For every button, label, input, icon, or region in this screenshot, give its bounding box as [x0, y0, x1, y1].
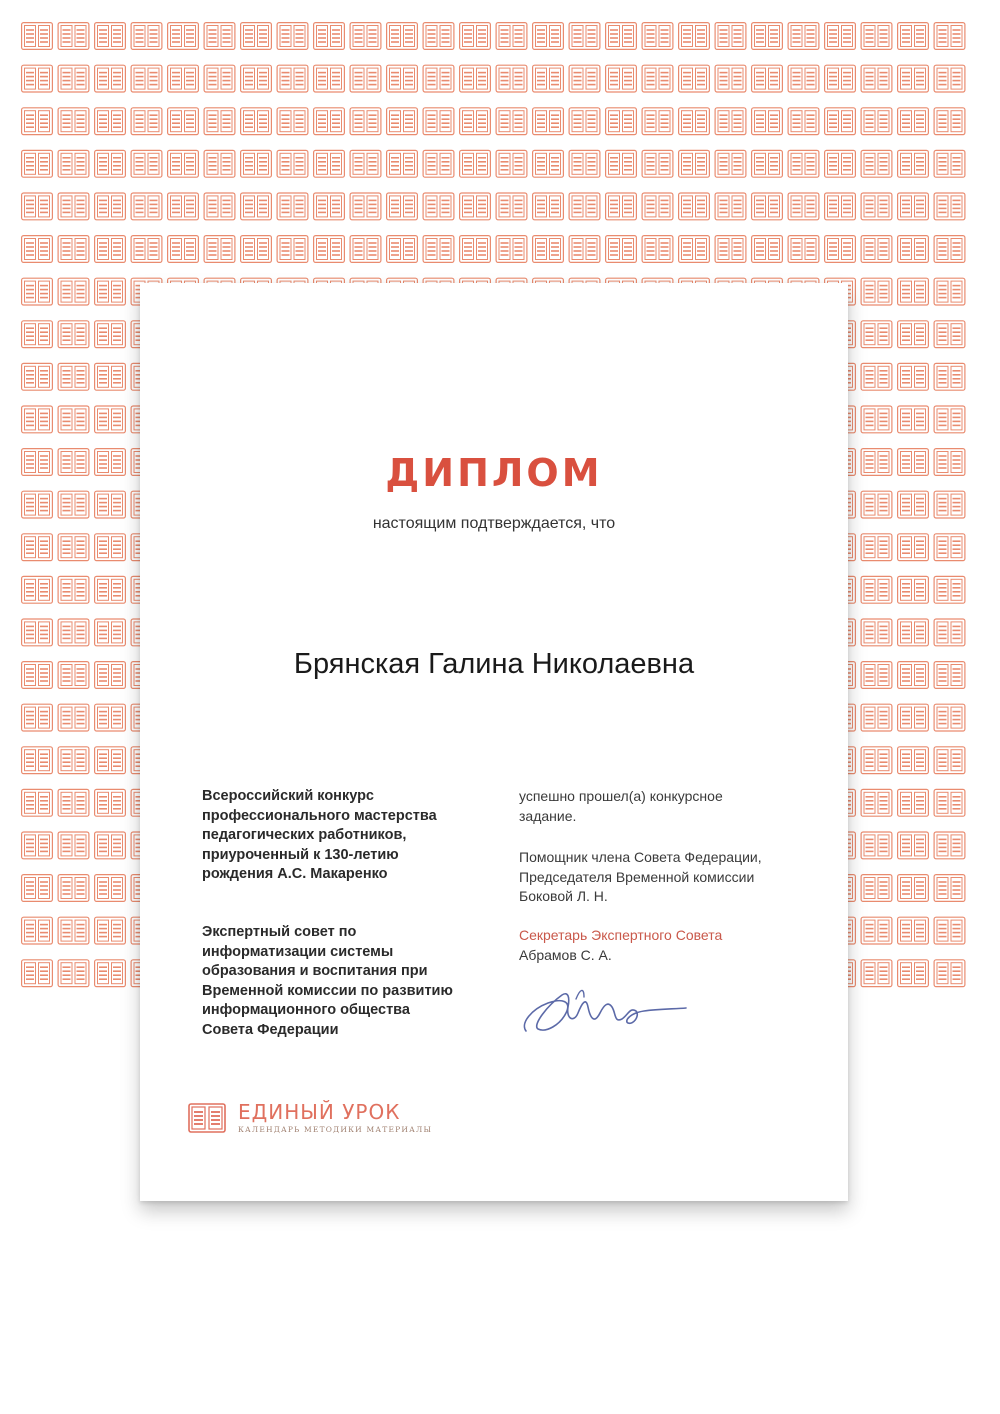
pattern-book-icon: [277, 108, 308, 135]
pattern-book-icon: [95, 236, 126, 263]
pattern-book-icon: [423, 108, 454, 135]
signatory-position: Помощник члена Совета Федерации, Председателя Временной комиссии Боковой Л. Н.: [519, 849, 762, 904]
edinyi-urok-logo: [188, 1098, 448, 1138]
pattern-book-icon: [350, 236, 381, 263]
pattern-book-icon: [58, 704, 89, 731]
pattern-book-icon: [934, 747, 965, 774]
pattern-book-icon: [898, 23, 929, 50]
pattern-book-icon: [934, 789, 965, 816]
pattern-book-icon: [387, 23, 418, 50]
pattern-book-icon: [934, 875, 965, 902]
pattern-book-icon: [496, 108, 527, 135]
pattern-book-icon: [606, 193, 637, 220]
pattern-book-icon: [95, 363, 126, 390]
pattern-book-icon: [58, 832, 89, 859]
pattern-book-icon: [314, 23, 345, 50]
pattern-book-icon: [95, 619, 126, 646]
pattern-book-icon: [168, 23, 199, 50]
pattern-book-icon: [277, 23, 308, 50]
pattern-book-icon: [58, 406, 89, 433]
pattern-book-icon: [423, 23, 454, 50]
pattern-book-icon: [241, 150, 272, 177]
pattern-book-icon: [861, 747, 892, 774]
pattern-book-icon: [58, 449, 89, 476]
pattern-book-icon: [22, 534, 53, 561]
pattern-book-icon: [350, 108, 381, 135]
pattern-book-icon: [715, 65, 746, 92]
pattern-book-icon: [934, 321, 965, 348]
pattern-book-icon: [58, 236, 89, 263]
pattern-book-icon: [95, 321, 126, 348]
pattern-book-icon: [22, 747, 53, 774]
pattern-book-icon: [934, 662, 965, 689]
pattern-book-icon: [861, 321, 892, 348]
pattern-book-icon: [95, 534, 126, 561]
pattern-book-icon: [934, 236, 965, 263]
pattern-book-icon: [533, 23, 564, 50]
pattern-book-icon: [496, 65, 527, 92]
pattern-book-icon: [788, 150, 819, 177]
pattern-book-icon: [95, 917, 126, 944]
pattern-book-icon: [95, 108, 126, 135]
pattern-book-icon: [788, 193, 819, 220]
pattern-book-icon: [606, 65, 637, 92]
pattern-book-icon: [642, 23, 673, 50]
pattern-book-icon: [934, 832, 965, 859]
pattern-book-icon: [533, 193, 564, 220]
pattern-book-icon: [277, 236, 308, 263]
pattern-book-icon: [679, 236, 710, 263]
pattern-book-icon: [752, 193, 783, 220]
pattern-book-icon: [387, 193, 418, 220]
pattern-book-icon: [22, 23, 53, 50]
pattern-book-icon: [241, 23, 272, 50]
pattern-book-icon: [22, 278, 53, 305]
pattern-book-icon: [387, 65, 418, 92]
pattern-book-icon: [314, 236, 345, 263]
pattern-book-icon: [825, 23, 856, 50]
pattern-book-icon: [350, 193, 381, 220]
pattern-book-icon: [95, 23, 126, 50]
pattern-book-icon: [642, 108, 673, 135]
pattern-book-icon: [131, 65, 162, 92]
pattern-book-icon: [861, 150, 892, 177]
pattern-book-icon: [22, 917, 53, 944]
pattern-book-icon: [606, 108, 637, 135]
pattern-book-icon: [934, 278, 965, 305]
pattern-book-icon: [350, 23, 381, 50]
pattern-book-icon: [861, 576, 892, 603]
pattern-book-icon: [752, 150, 783, 177]
pattern-book-icon: [95, 449, 126, 476]
pattern-book-icon: [569, 23, 600, 50]
pattern-book-icon: [825, 65, 856, 92]
pattern-book-icon: [934, 534, 965, 561]
pattern-book-icon: [22, 960, 53, 987]
pattern-book-icon: [898, 832, 929, 859]
pattern-book-icon: [934, 449, 965, 476]
pattern-book-icon: [58, 917, 89, 944]
pattern-book-icon: [22, 832, 53, 859]
pattern-book-icon: [825, 150, 856, 177]
pattern-book-icon: [496, 150, 527, 177]
pattern-book-icon: [22, 406, 53, 433]
pattern-book-icon: [934, 406, 965, 433]
pattern-book-icon: [861, 704, 892, 731]
pattern-book-icon: [58, 619, 89, 646]
pattern-book-icon: [95, 832, 126, 859]
pattern-book-icon: [204, 193, 235, 220]
pattern-book-icon: [423, 150, 454, 177]
pattern-book-icon: [22, 321, 53, 348]
pattern-book-icon: [898, 619, 929, 646]
pattern-book-icon: [22, 193, 53, 220]
pattern-book-icon: [241, 65, 272, 92]
pattern-book-icon: [22, 576, 53, 603]
pattern-book-icon: [679, 23, 710, 50]
pattern-book-icon: [58, 747, 89, 774]
pattern-book-icon: [277, 193, 308, 220]
pattern-book-icon: [58, 321, 89, 348]
pattern-book-icon: [95, 193, 126, 220]
pattern-book-icon: [95, 960, 126, 987]
pattern-book-icon: [606, 150, 637, 177]
pattern-book-icon: [898, 449, 929, 476]
pattern-book-icon: [314, 193, 345, 220]
pattern-book-icon: [533, 65, 564, 92]
pattern-book-icon: [95, 875, 126, 902]
pattern-book-icon: [642, 193, 673, 220]
pattern-book-icon: [861, 23, 892, 50]
pattern-book-icon: [58, 65, 89, 92]
pattern-book-icon: [350, 150, 381, 177]
pattern-book-icon: [569, 108, 600, 135]
pattern-book-icon: [861, 789, 892, 816]
certificate-title: ДИПЛОМ: [385, 451, 603, 495]
pattern-book-icon: [861, 960, 892, 987]
pattern-book-icon: [58, 960, 89, 987]
pattern-book-icon: [131, 236, 162, 263]
pattern-book-icon: [934, 108, 965, 135]
pattern-book-icon: [131, 108, 162, 135]
pattern-book-icon: [58, 363, 89, 390]
pattern-book-icon: [423, 65, 454, 92]
pattern-book-icon: [715, 236, 746, 263]
pattern-book-icon: [898, 917, 929, 944]
pattern-book-icon: [22, 449, 53, 476]
pattern-book-icon: [533, 150, 564, 177]
pattern-book-icon: [752, 23, 783, 50]
pattern-book-icon: [204, 236, 235, 263]
pattern-book-icon: [277, 150, 308, 177]
pattern-book-icon: [204, 65, 235, 92]
pattern-book-icon: [22, 236, 53, 263]
pattern-book-icon: [350, 65, 381, 92]
pattern-book-icon: [752, 65, 783, 92]
pattern-book-icon: [496, 23, 527, 50]
pattern-book-icon: [898, 960, 929, 987]
pattern-book-icon: [95, 576, 126, 603]
pattern-book-icon: [95, 278, 126, 305]
pattern-book-icon: [569, 193, 600, 220]
secretary-block: Секретарь Экспертного Совета Абрамов С. А.: [519, 927, 723, 963]
pattern-book-icon: [496, 236, 527, 263]
pattern-book-icon: [204, 23, 235, 50]
pattern-book-icon: [898, 321, 929, 348]
pattern-book-icon: [898, 406, 929, 433]
pattern-book-icon: [898, 108, 929, 135]
pattern-book-icon: [861, 108, 892, 135]
pattern-book-icon: [898, 278, 929, 305]
pattern-book-icon: [861, 534, 892, 561]
pattern-book-icon: [277, 65, 308, 92]
pattern-book-icon: [569, 65, 600, 92]
pattern-book-icon: [861, 406, 892, 433]
pattern-book-icon: [934, 65, 965, 92]
pattern-book-icon: [95, 491, 126, 518]
pattern-book-icon: [533, 108, 564, 135]
pattern-book-icon: [22, 65, 53, 92]
pattern-book-icon: [861, 832, 892, 859]
pattern-book-icon: [131, 150, 162, 177]
pattern-book-icon: [22, 108, 53, 135]
pattern-book-icon: [95, 747, 126, 774]
pattern-book-icon: [752, 108, 783, 135]
pattern-book-icon: [861, 363, 892, 390]
pattern-book-icon: [423, 193, 454, 220]
pattern-book-icon: [168, 150, 199, 177]
pattern-book-icon: [934, 960, 965, 987]
pattern-book-icon: [934, 576, 965, 603]
pattern-book-icon: [460, 65, 491, 92]
handwritten-signature-icon: [518, 983, 693, 1045]
pattern-book-icon: [131, 23, 162, 50]
pattern-book-icon: [825, 108, 856, 135]
pattern-book-icon: [898, 704, 929, 731]
pattern-book-icon: [22, 363, 53, 390]
pattern-book-icon: [241, 108, 272, 135]
pattern-book-icon: [22, 619, 53, 646]
pattern-book-icon: [898, 875, 929, 902]
pattern-book-icon: [58, 662, 89, 689]
pattern-book-icon: [241, 193, 272, 220]
pattern-book-icon: [861, 491, 892, 518]
pattern-book-icon: [861, 278, 892, 305]
pattern-book-icon: [22, 491, 53, 518]
pattern-book-icon: [22, 150, 53, 177]
pattern-book-icon: [788, 23, 819, 50]
pattern-book-icon: [569, 236, 600, 263]
pattern-book-icon: [679, 150, 710, 177]
pattern-book-icon: [22, 789, 53, 816]
pattern-book-icon: [788, 236, 819, 263]
organizer-description: Экспертный совет по информатизации системы образования и воспитания при Временной комиссии по развитию информационного общества Совета Федерации: [202, 924, 453, 1038]
pattern-book-icon: [423, 236, 454, 263]
pattern-book-icon: [861, 619, 892, 646]
pattern-book-icon: [22, 875, 53, 902]
pattern-book-icon: [569, 150, 600, 177]
pattern-book-icon: [58, 491, 89, 518]
pattern-book-icon: [898, 576, 929, 603]
pattern-book-icon: [861, 449, 892, 476]
pattern-book-icon: [715, 23, 746, 50]
pattern-book-icon: [898, 236, 929, 263]
pattern-book-icon: [898, 789, 929, 816]
pattern-book-icon: [460, 150, 491, 177]
pattern-book-icon: [387, 150, 418, 177]
pattern-book-icon: [861, 193, 892, 220]
pattern-book-icon: [934, 491, 965, 518]
pattern-book-icon: [861, 875, 892, 902]
pattern-book-icon: [95, 406, 126, 433]
pattern-book-icon: [22, 662, 53, 689]
contest-description: Всероссийский конкурс профессионального мастерства педагогических работников, приуроченный к 130-летию рождения А.С. Макаренко: [202, 788, 437, 882]
pattern-book-icon: [898, 363, 929, 390]
pattern-book-icon: [825, 236, 856, 263]
pattern-book-icon: [58, 150, 89, 177]
pattern-book-icon: [95, 789, 126, 816]
pattern-book-icon: [642, 65, 673, 92]
pattern-book-icon: [679, 193, 710, 220]
pattern-book-icon: [715, 193, 746, 220]
pattern-book-icon: [168, 108, 199, 135]
pattern-book-icon: [95, 704, 126, 731]
pattern-book-icon: [58, 875, 89, 902]
pattern-book-icon: [460, 23, 491, 50]
pattern-book-icon: [168, 193, 199, 220]
pattern-book-icon: [58, 193, 89, 220]
pattern-book-icon: [387, 108, 418, 135]
pattern-book-icon: [204, 150, 235, 177]
pattern-book-icon: [58, 278, 89, 305]
pattern-book-icon: [898, 150, 929, 177]
pattern-book-icon: [314, 65, 345, 92]
pattern-book-icon: [861, 65, 892, 92]
pattern-book-icon: [898, 491, 929, 518]
pattern-book-icon: [934, 193, 965, 220]
pattern-book-icon: [898, 747, 929, 774]
pattern-book-icon: [496, 193, 527, 220]
pattern-book-icon: [642, 236, 673, 263]
pattern-book-icon: [387, 236, 418, 263]
pattern-book-icon: [58, 576, 89, 603]
pattern-book-icon: [204, 108, 235, 135]
pattern-book-icon: [460, 193, 491, 220]
result-statement: успешно прошел(а) конкурсное задание.: [519, 788, 723, 824]
logo-name: ЕДИНЫЙ УРОК: [238, 1100, 401, 1124]
pattern-book-icon: [241, 236, 272, 263]
certificate-subtitle: настоящим подтверждается, что: [372, 515, 616, 532]
pattern-book-icon: [22, 704, 53, 731]
pattern-book-icon: [314, 150, 345, 177]
pattern-book-icon: [460, 108, 491, 135]
recipient-name: Брянская Галина Николаевна: [293, 648, 695, 680]
certificate-card: [140, 283, 848, 1201]
pattern-book-icon: [460, 236, 491, 263]
pattern-book-icon: [825, 193, 856, 220]
pattern-book-icon: [168, 236, 199, 263]
pattern-book-icon: [715, 108, 746, 135]
pattern-book-icon: [95, 150, 126, 177]
pattern-book-icon: [95, 65, 126, 92]
pattern-book-icon: [533, 236, 564, 263]
pattern-book-icon: [861, 236, 892, 263]
pattern-book-icon: [58, 23, 89, 50]
pattern-book-icon: [606, 236, 637, 263]
pattern-book-icon: [314, 108, 345, 135]
pattern-book-icon: [715, 150, 746, 177]
pattern-book-icon: [898, 662, 929, 689]
pattern-book-icon: [934, 704, 965, 731]
pattern-book-icon: [131, 193, 162, 220]
pattern-book-icon: [934, 363, 965, 390]
pattern-book-icon: [168, 65, 199, 92]
pattern-book-icon: [898, 193, 929, 220]
pattern-book-icon: [642, 150, 673, 177]
pattern-book-icon: [58, 789, 89, 816]
pattern-book-icon: [934, 150, 965, 177]
pattern-book-icon: [861, 662, 892, 689]
logo-tagline: КАЛЕНДАРЬ МЕТОДИКИ МАТЕРИАЛЫ: [238, 1125, 433, 1134]
pattern-book-icon: [934, 23, 965, 50]
pattern-book-icon: [934, 619, 965, 646]
pattern-book-icon: [95, 662, 126, 689]
pattern-book-icon: [58, 534, 89, 561]
pattern-book-icon: [679, 108, 710, 135]
pattern-book-icon: [788, 108, 819, 135]
pattern-book-icon: [861, 917, 892, 944]
open-book-icon: [188, 1103, 226, 1133]
pattern-book-icon: [934, 917, 965, 944]
pattern-book-icon: [898, 534, 929, 561]
pattern-book-icon: [752, 236, 783, 263]
pattern-book-icon: [898, 65, 929, 92]
pattern-book-icon: [606, 23, 637, 50]
pattern-book-icon: [788, 65, 819, 92]
pattern-book-icon: [58, 108, 89, 135]
pattern-book-icon: [679, 65, 710, 92]
